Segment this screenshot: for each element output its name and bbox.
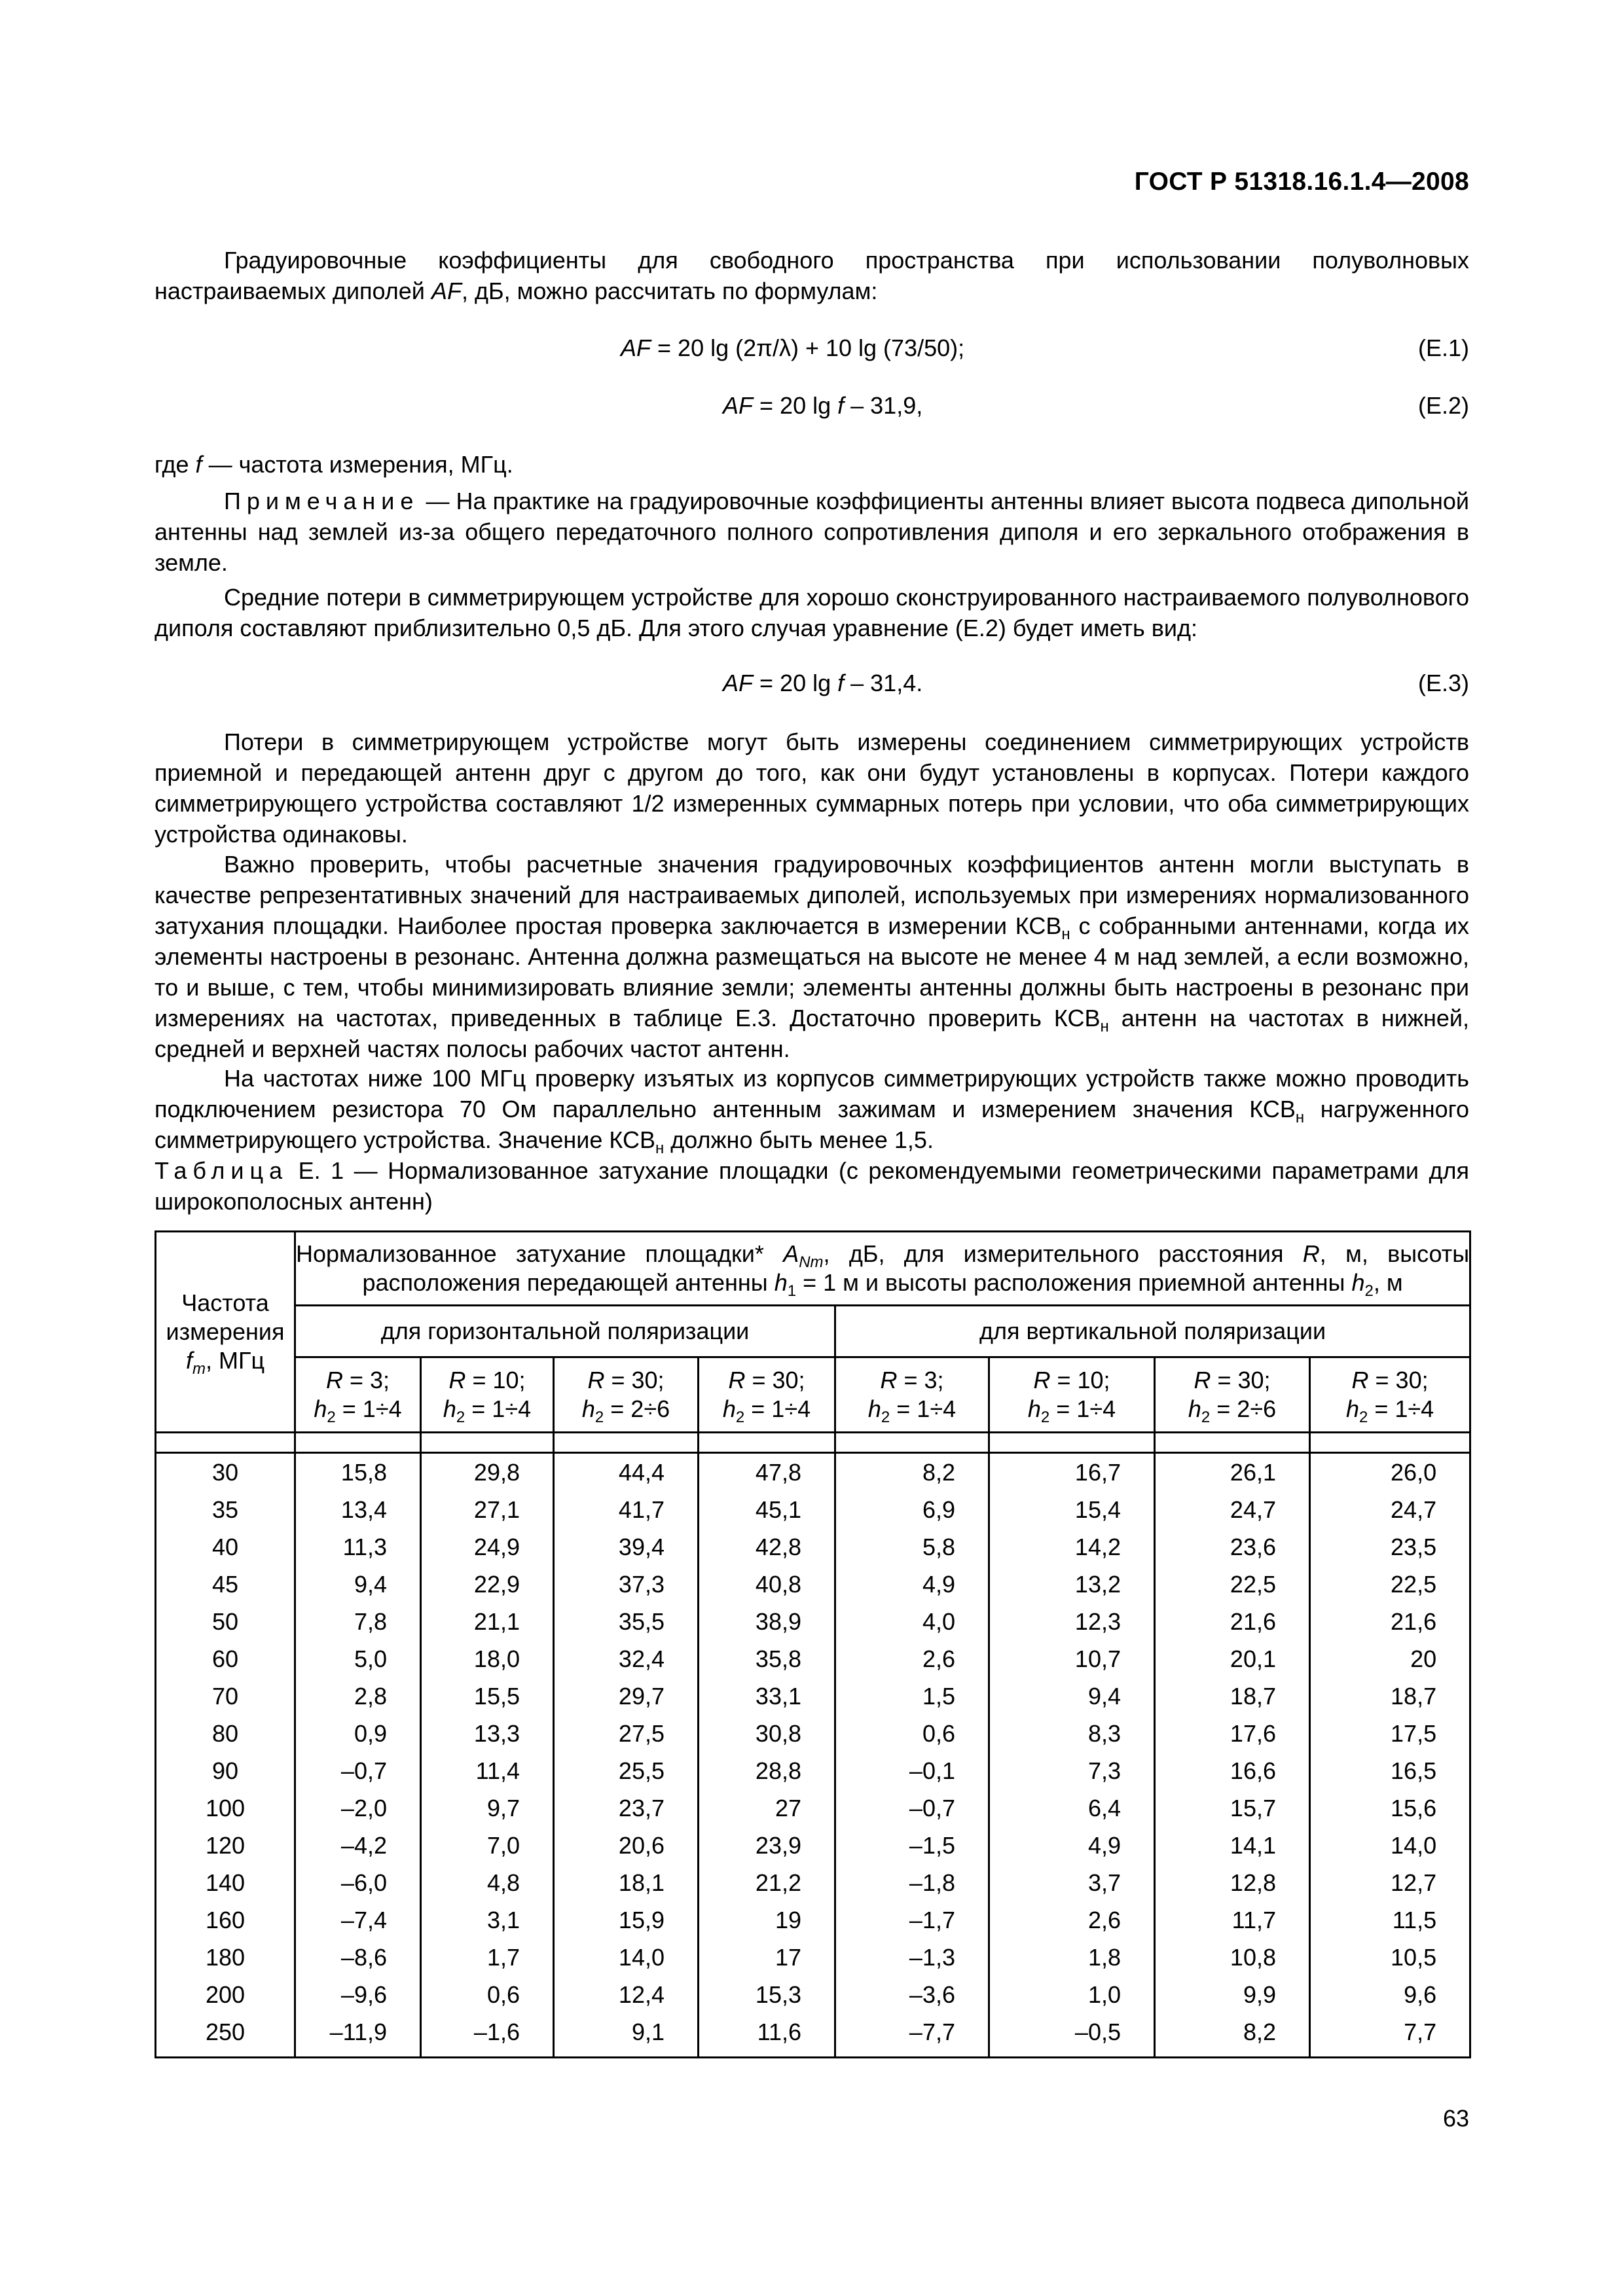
table-row	[156, 1864, 1470, 1901]
value-cell: –0,7	[835, 1789, 989, 1827]
value-cell: –7,4	[295, 1901, 421, 1939]
value-cell: 4,8	[421, 1864, 554, 1901]
value-cell: 13,4	[295, 1491, 421, 1528]
frequency-column-header: Частота измерения $f_m$, МГц	[156, 1232, 295, 1433]
formula-e3: AF = 20 lg f – 31,4.	[723, 670, 923, 696]
column-subheader: R = 30; $h_2 = 1\div 4$	[699, 1357, 835, 1433]
value-cell: 23,7	[554, 1789, 699, 1827]
table-row	[156, 1901, 1470, 1939]
value-cell: 7,3	[989, 1752, 1155, 1789]
value-cell: 39,4	[554, 1528, 699, 1566]
value-cell: 27,1	[421, 1491, 554, 1528]
value-cell: –8,6	[295, 1939, 421, 1976]
table-row	[156, 1528, 1470, 1566]
vertical-polarization-header: для вертикальной поляризации	[835, 1306, 1470, 1357]
formula-e3-number: (Е.3)	[1417, 670, 1469, 696]
value-cell: 15,9	[554, 1901, 699, 1939]
table-row	[156, 1453, 1470, 1492]
low-frequency-paragraph: На частотах ниже 100 МГц проверку изъятых из корпусов симметрирующих устройств также можно проводить подключением резистора 70 Ом параллельно антенным зажимам и измерением значения $КСВ_н$ нагруженного симметрирующего устройства. Значение $КСВ_н$ должно быть менее 1,5.	[155, 1065, 1470, 1157]
value-cell: 0,9	[295, 1715, 421, 1752]
value-cell: 7,0	[421, 1827, 554, 1864]
value-cell: 23,9	[699, 1827, 835, 1864]
value-cell: 7,7	[1310, 2013, 1470, 2058]
where-clause: где f — частота измерения, МГц.	[155, 451, 513, 478]
value-cell: 18,7	[1310, 1677, 1470, 1715]
value-cell: –1,3	[835, 1939, 989, 1976]
value-cell: 14,0	[554, 1939, 699, 1976]
value-cell: 18,1	[554, 1864, 699, 1901]
value-cell: 23,6	[1155, 1528, 1310, 1566]
table-row	[156, 1603, 1470, 1640]
table-row	[156, 1715, 1470, 1752]
value-cell: –1,7	[835, 1901, 989, 1939]
value-cell: –2,0	[295, 1789, 421, 1827]
value-cell: 2,6	[989, 1901, 1155, 1939]
value-cell: 1,7	[421, 1939, 554, 1976]
value-cell: 15,8	[295, 1453, 421, 1492]
frequency-cell: 70	[156, 1677, 295, 1715]
value-cell: 3,1	[421, 1901, 554, 1939]
value-cell: 16,7	[989, 1453, 1155, 1492]
value-cell: 6,4	[989, 1789, 1155, 1827]
value-cell: 6,9	[835, 1491, 989, 1528]
frequency-cell: 35	[156, 1491, 295, 1528]
value-cell: 9,1	[554, 2013, 699, 2058]
column-subheader: R = 10; $h_2 = 1\div 4$	[989, 1357, 1155, 1433]
value-cell: 8,2	[1155, 2013, 1310, 2058]
value-cell: 13,2	[989, 1566, 1155, 1603]
attenuation-span-header: Нормализованное затухание площадки* $A_{Nm}$, дБ, для измерительного расстояния R, м, высоты расположения передающей антенны $h_1 = 1$ м и высоты расположения приемной антенны $h_2$, м	[295, 1232, 1470, 1306]
value-cell: 12,3	[989, 1603, 1155, 1640]
value-cell: 22,5	[1155, 1566, 1310, 1603]
value-cell: 1,5	[835, 1677, 989, 1715]
value-cell: –6,0	[295, 1864, 421, 1901]
value-cell: 10,7	[989, 1640, 1155, 1677]
table-row	[156, 1566, 1470, 1603]
table-caption: Таблица Е. 1 — Нормализованное затухание площадки (с рекомендуемыми геометрическими параметрами для широкополосных антенн)	[155, 1157, 1469, 1215]
value-cell: 2,8	[295, 1677, 421, 1715]
value-cell: 14,1	[1155, 1827, 1310, 1864]
value-cell: –9,6	[295, 1976, 421, 2013]
value-cell: 4,9	[989, 1827, 1155, 1864]
value-cell: 29,7	[554, 1677, 699, 1715]
value-cell: 13,3	[421, 1715, 554, 1752]
frequency-cell: 45	[156, 1566, 295, 1603]
value-cell: –1,5	[835, 1827, 989, 1864]
value-cell: 41,7	[554, 1491, 699, 1528]
value-cell: 2,6	[835, 1640, 989, 1677]
table-row	[156, 1491, 1470, 1528]
value-cell: 9,4	[989, 1677, 1155, 1715]
losses-paragraph: Средние потери в симметрирующем устройстве для хорошо сконструированного настраиваемого полуволнового диполя составляют приблизительно 0,5 дБ. Для этого случая уравнение (Е.2) будет иметь вид:	[155, 584, 1469, 641]
value-cell: 14,2	[989, 1528, 1155, 1566]
value-cell: 32,4	[554, 1640, 699, 1677]
frequency-cell: 90	[156, 1752, 295, 1789]
value-cell: 35,5	[554, 1603, 699, 1640]
value-cell: 12,8	[1155, 1864, 1310, 1901]
value-cell: 22,9	[421, 1566, 554, 1603]
formula-e1-number: (Е.1)	[1417, 334, 1469, 361]
formula-e1: AF = 20 lg (2π/λ) + 10 lg (73/50);	[621, 334, 965, 361]
value-cell: 18,0	[421, 1640, 554, 1677]
value-cell: 44,4	[554, 1453, 699, 1492]
value-cell: 40,8	[699, 1566, 835, 1603]
value-cell: 11,7	[1155, 1901, 1310, 1939]
table-row	[156, 1640, 1470, 1677]
value-cell: 12,7	[1310, 1864, 1470, 1901]
frequency-cell: 50	[156, 1603, 295, 1640]
value-cell: 45,1	[699, 1491, 835, 1528]
note-paragraph: Примечание — На практике на градуировочные коэффициенты антенны влияет высота подвеса дипольной антенны над землей из-за общего передаточного полного сопротивления диполя и его зеркального отображения в земле.	[155, 488, 1469, 576]
value-cell: 10,8	[1155, 1939, 1310, 1976]
value-cell: –7,7	[835, 2013, 989, 2058]
value-cell: 35,8	[699, 1640, 835, 1677]
value-cell: 9,7	[421, 1789, 554, 1827]
value-cell: 11,6	[699, 2013, 835, 2058]
value-cell: 17,5	[1310, 1715, 1470, 1752]
value-cell: 37,3	[554, 1566, 699, 1603]
page-number: 63	[1442, 2105, 1469, 2132]
table-row	[156, 1939, 1470, 1976]
value-cell: 38,9	[699, 1603, 835, 1640]
value-cell: 3,7	[989, 1864, 1155, 1901]
frequency-cell: 40	[156, 1528, 295, 1566]
frequency-cell: 140	[156, 1864, 295, 1901]
value-cell: 22,5	[1310, 1566, 1470, 1603]
value-cell: 16,6	[1155, 1752, 1310, 1789]
balun-loss-paragraph: Потери в симметрирующем устройстве могут быть измерены соединением симметрирующих устройств приемной и передающей антенн друг с другом до того, как они будут установлены в корпусах. Потери каждого симметрирующего устройства составляют 1/2 измеренных суммарных потерь при условии, что оба симметрирующих устройства одинаковы.	[155, 728, 1469, 848]
value-cell: 10,5	[1310, 1939, 1470, 1976]
value-cell: 9,4	[295, 1566, 421, 1603]
verification-paragraph: Важно проверить, чтобы расчетные значения градуировочных коэффициентов антенн могли выступать в качестве репрезентативных значений для настраиваемых диполей, используемых при измерениях нормализованного затухания площадки. Наиболее простая проверка заключается в измерении $КСВ_н$ с собранными антеннами, когда их элементы настроены в резонанс. Антенна должна размещаться на высоте не менее 4 м над землей, а если возможно, то и выше, с тем, чтобы минимизировать влияние земли; элементы антенны должны быть настроены в резонанс при измерениях на частотах, приведенных в таблице Е.3. Достаточно проверить $КСВ_н$ антенн на частотах в нижней, средней и верхней частях полосы рабочих частот антенн.	[155, 851, 1470, 1062]
formula-e2: AF = 20 lg f – 31,9,	[723, 392, 923, 419]
value-cell: –1,8	[835, 1864, 989, 1901]
table-row	[156, 1752, 1470, 1789]
value-cell: 26,0	[1310, 1453, 1470, 1492]
value-cell: 19	[699, 1901, 835, 1939]
value-cell: 26,1	[1155, 1453, 1310, 1492]
value-cell: 28,8	[699, 1752, 835, 1789]
value-cell: 21,2	[699, 1864, 835, 1901]
value-cell: 24,7	[1155, 1491, 1310, 1528]
value-cell: 1,8	[989, 1939, 1155, 1976]
value-cell: 15,7	[1155, 1789, 1310, 1827]
value-cell: 9,9	[1155, 1976, 1310, 2013]
formula-e2-number: (Е.2)	[1417, 392, 1469, 419]
value-cell: 17	[699, 1939, 835, 1976]
value-cell: 0,6	[835, 1715, 989, 1752]
value-cell: 11,3	[295, 1528, 421, 1566]
value-cell: 18,7	[1155, 1677, 1310, 1715]
table-row	[156, 1789, 1470, 1827]
frequency-cell: 100	[156, 1789, 295, 1827]
value-cell: 8,2	[835, 1453, 989, 1492]
table-row	[156, 2013, 1470, 2058]
value-cell: 15,3	[699, 1976, 835, 2013]
value-cell: 20,1	[1155, 1640, 1310, 1677]
value-cell: 23,5	[1310, 1528, 1470, 1566]
column-subheader: R = 3; $h_2 = 1\div 4$	[295, 1357, 421, 1433]
value-cell: 30,8	[699, 1715, 835, 1752]
frequency-cell: 250	[156, 2013, 295, 2058]
value-cell: –4,2	[295, 1827, 421, 1864]
intro-paragraph: Градуировочные коэффициенты для свободного пространства при использовании полуволновых настраиваемых диполей AF, дБ, можно рассчитать по формулам:	[155, 247, 1469, 304]
value-cell: 15,6	[1310, 1789, 1470, 1827]
value-cell: 21,6	[1155, 1603, 1310, 1640]
frequency-cell: 160	[156, 1901, 295, 1939]
column-subheader: R = 3; $h_2 = 1\div 4$	[835, 1357, 989, 1433]
frequency-cell: 80	[156, 1715, 295, 1752]
table-row	[156, 1827, 1470, 1864]
value-cell: 24,7	[1310, 1491, 1470, 1528]
value-cell: 7,8	[295, 1603, 421, 1640]
frequency-cell: 200	[156, 1976, 295, 2013]
value-cell: 42,8	[699, 1528, 835, 1566]
value-cell: 1,0	[989, 1976, 1155, 2013]
value-cell: 5,0	[295, 1640, 421, 1677]
value-cell: –3,6	[835, 1976, 989, 2013]
value-cell: 15,5	[421, 1677, 554, 1715]
horizontal-polarization-header: для горизонтальной поляризации	[295, 1306, 835, 1357]
value-cell: 14,0	[1310, 1827, 1470, 1864]
column-subheader: R = 30; $h_2 = 2\div 6$	[1155, 1357, 1310, 1433]
frequency-cell: 180	[156, 1939, 295, 1976]
value-cell: 11,4	[421, 1752, 554, 1789]
value-cell: 0,6	[421, 1976, 554, 2013]
value-cell: 4,9	[835, 1566, 989, 1603]
value-cell: 8,3	[989, 1715, 1155, 1752]
value-cell: 16,5	[1310, 1752, 1470, 1789]
value-cell: 5,8	[835, 1528, 989, 1566]
value-cell: 21,6	[1310, 1603, 1470, 1640]
column-subheader: R = 30; $h_2 = 1\div 4$	[1310, 1357, 1470, 1433]
site-attenuation-table	[155, 1230, 1471, 2058]
frequency-cell: 120	[156, 1827, 295, 1864]
value-cell: –0,1	[835, 1752, 989, 1789]
value-cell: 9,6	[1310, 1976, 1470, 2013]
value-cell: –11,9	[295, 2013, 421, 2058]
value-cell: 17,6	[1155, 1715, 1310, 1752]
value-cell: 4,0	[835, 1603, 989, 1640]
value-cell: –0,5	[989, 2013, 1155, 2058]
value-cell: 21,1	[421, 1603, 554, 1640]
value-cell: 27	[699, 1789, 835, 1827]
value-cell: 47,8	[699, 1453, 835, 1492]
value-cell: 25,5	[554, 1752, 699, 1789]
document-header: ГОСТ Р 51318.16.1.4—2008	[1134, 168, 1469, 196]
value-cell: 11,5	[1310, 1901, 1470, 1939]
value-cell: –0,7	[295, 1752, 421, 1789]
value-cell: 29,8	[421, 1453, 554, 1492]
value-cell: –1,6	[421, 2013, 554, 2058]
frequency-cell: 60	[156, 1640, 295, 1677]
frequency-cell: 30	[156, 1453, 295, 1492]
value-cell: 33,1	[699, 1677, 835, 1715]
column-subheader: R = 30; $h_2 = 2\div 6$	[554, 1357, 699, 1433]
value-cell: 20,6	[554, 1827, 699, 1864]
table-row	[156, 1976, 1470, 2013]
value-cell: 20	[1310, 1640, 1470, 1677]
value-cell: 12,4	[554, 1976, 699, 2013]
value-cell: 15,4	[989, 1491, 1155, 1528]
value-cell: 27,5	[554, 1715, 699, 1752]
table-row	[156, 1677, 1470, 1715]
value-cell: 24,9	[421, 1528, 554, 1566]
column-subheader: R = 10; $h_2 = 1\div 4$	[421, 1357, 554, 1433]
